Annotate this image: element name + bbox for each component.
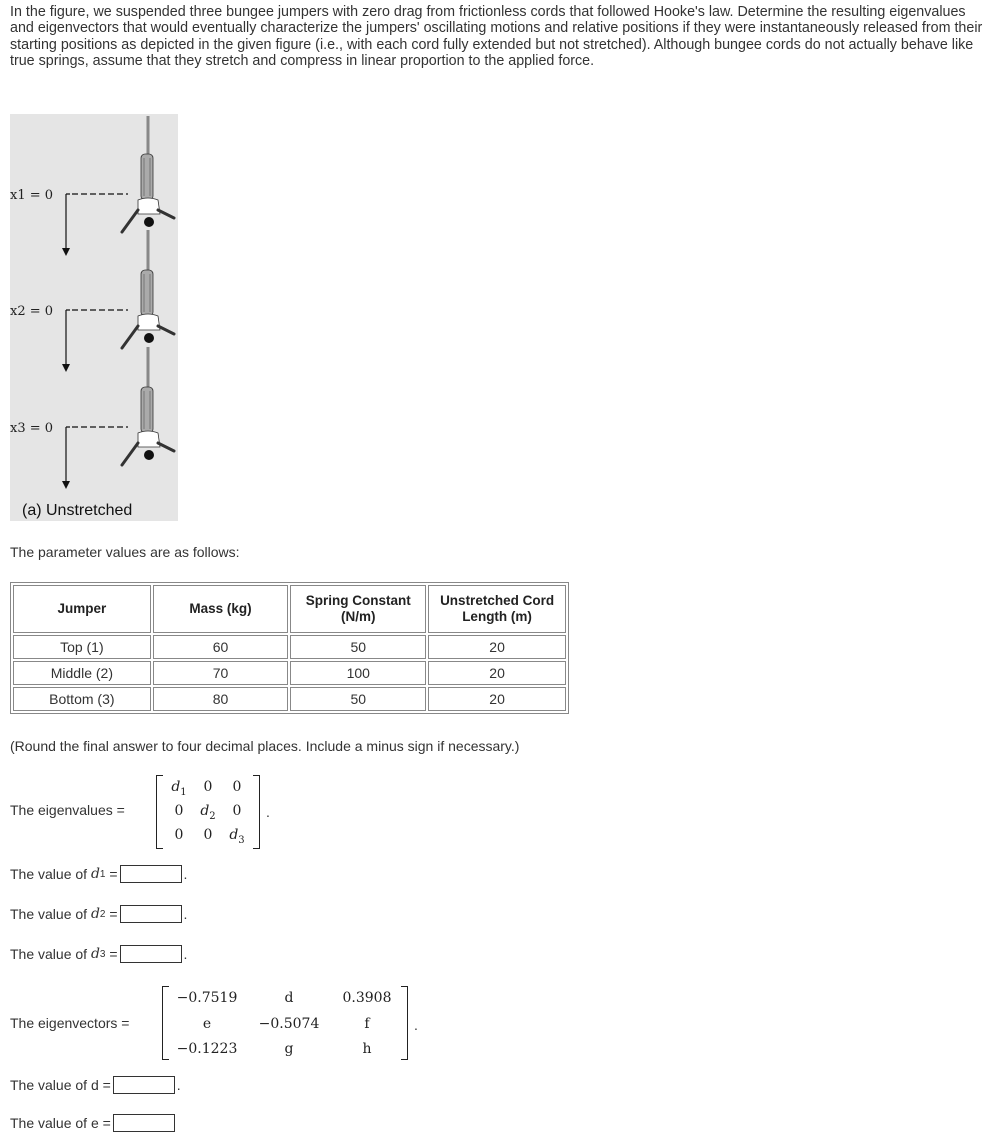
eigenvalues-label: The eigenvalues = — [10, 802, 125, 818]
answer-input-e[interactable] — [113, 1114, 175, 1132]
matrix-cell: −0.7519 — [176, 990, 238, 1006]
matrix-cell-d2: $d_2$ — [200, 803, 216, 822]
header-jumper: Jumper — [13, 585, 151, 633]
header-cord-length: Unstretched Cord Length (m) — [428, 585, 566, 633]
header-spring-constant: Spring Constant (N/m) — [290, 585, 426, 633]
table-cell: Bottom (3) — [13, 687, 151, 711]
table-cell: 100 — [290, 661, 426, 685]
table-cell: Top (1) — [13, 635, 151, 659]
jumper-3-group — [62, 347, 174, 489]
x3-label: x3 = 0 — [10, 421, 54, 436]
answer-input-d2[interactable] — [120, 905, 182, 923]
x2-label: x2 = 0 — [10, 304, 54, 319]
question-d1: The value of d 1 = . — [10, 866, 188, 882]
parameter-table — [10, 582, 569, 714]
matrix-cell: 0 — [232, 803, 242, 819]
matrix-cell: −0.1223 — [176, 1041, 238, 1057]
answer-input-d1[interactable] — [120, 865, 182, 883]
table-cell: 20 — [428, 661, 566, 685]
jumpers-illustration — [10, 114, 178, 521]
table-cell: Middle (2) — [13, 661, 151, 685]
rounding-instruction: (Round the final answer to four decimal places. Include a minus sign if necessary.) — [10, 738, 520, 754]
eigenvectors-label: The eigenvectors = — [10, 1015, 130, 1031]
eigenvalue-matrix — [156, 775, 260, 849]
table-cell: 60 — [153, 635, 289, 659]
table-cell: 20 — [428, 687, 566, 711]
bungee-jumpers-figure — [10, 114, 178, 521]
matrix-cell: f — [364, 1016, 370, 1032]
parameter-intro: The parameter values are as follows: — [10, 544, 240, 560]
table-row — [13, 661, 566, 685]
jumper-2-group — [62, 230, 174, 372]
eigenvector-matrix — [162, 986, 408, 1060]
matrix-cell: g — [284, 1041, 294, 1057]
matrix-cell-d1: $d_1$ — [171, 779, 187, 798]
matrix-cell: 0 — [174, 827, 184, 843]
matrix-cell: d — [284, 990, 294, 1006]
question-d2: The value of d 2 = . — [10, 906, 188, 922]
header-mass: Mass (kg) — [153, 585, 289, 633]
table-row — [13, 635, 566, 659]
table-cell: 20 — [428, 635, 566, 659]
question-e: The value of e = — [10, 1114, 175, 1132]
matrix-cell: e — [202, 1016, 212, 1032]
question-d3: The value of d 3 = . — [10, 946, 188, 962]
x1-label: x1 = 0 — [10, 188, 54, 203]
figure-caption: (a) Unstretched — [22, 502, 133, 519]
table-header-row — [13, 585, 566, 633]
problem-statement: In the figure, we suspended three bungee jumpers with zero drag from frictionless cords that followed Hooke's law. Determine the resulting eigenvalues and eigenvectors that would eventually characterize the jumpers' oscillating motions and relative positions if they were instantaneously released from their starting positions as depicted in the given figure (i.e., with each cord fully extended but not stretched). Although bungee cords do not actually behave like true springs, assume that they stretch and compress in linear proportion to the applied force. — [10, 4, 983, 70]
matrix-cell: 0.3908 — [342, 990, 392, 1006]
question-d: The value of d = . — [10, 1077, 181, 1093]
matrix-cell: 0 — [203, 779, 213, 795]
matrix-cell: 0 — [174, 803, 184, 819]
matrix-cell: −0.5074 — [258, 1016, 320, 1032]
matrix-cell-d3: $d_3$ — [229, 827, 245, 846]
jumper-1-group — [62, 116, 174, 256]
table-cell: 80 — [153, 687, 289, 711]
matrix-cell: 0 — [203, 827, 213, 843]
table-cell: 50 — [290, 635, 426, 659]
matrix-period: . — [266, 804, 270, 820]
table-cell: 50 — [290, 687, 426, 711]
matrix-cell: 0 — [232, 779, 242, 795]
matrix-period: . — [414, 1017, 418, 1033]
table-cell: 70 — [153, 661, 289, 685]
table-row — [13, 687, 566, 711]
matrix-cell: h — [362, 1041, 372, 1057]
answer-input-d3[interactable] — [120, 945, 182, 963]
answer-input-d[interactable] — [113, 1076, 175, 1094]
